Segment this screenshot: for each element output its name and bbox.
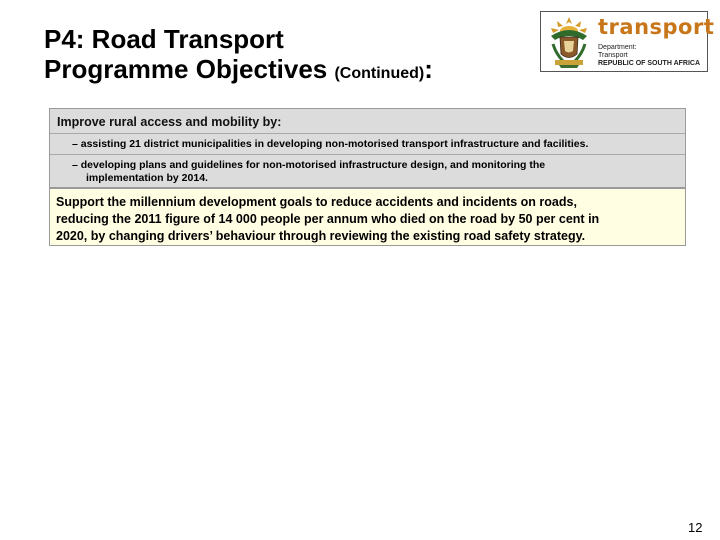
title-line-1: P4: Road Transport [44,24,284,54]
divider [50,133,685,134]
bullet-line: – developing plans and guidelines for non-motorised infrastructure design, and monitoring the [72,159,546,171]
logo-wordmark: transport [598,15,715,39]
goal-line: reducing the 2011 figure of 14 000 people per annum who died on the road by 50 per cent in [56,212,600,226]
department-logo [540,11,715,72]
goal-line: 2020, by changing drivers’ behaviour through reviewing the existing road safety strategy. [56,229,586,243]
logo-ministry: Transport [598,52,628,59]
logo-department: Department: [598,44,637,51]
title-line-2 [44,54,433,89]
title-colon: : [424,54,433,84]
bullet-line: implementation by 2014. [86,172,208,184]
title-continued: (Continued) [334,65,425,82]
goal-line: Support the millennium development goals to reduce accidents and incidents on roads, [56,195,577,209]
logo-country: REPUBLIC OF SOUTH AFRICA [598,60,701,67]
objective-heading: Improve rural access and mobility by: [57,115,282,129]
title-main: Programme Objectives [44,54,335,84]
page-number: 12 [688,520,703,535]
slide-title [44,24,433,89]
objective-bullet [72,159,652,185]
objective-bullet: – assisting 21 district municipalities in developing non-motorised transport infrastructure and facilities. [72,138,589,150]
road-safety-goal-box [49,188,686,246]
divider [50,154,685,155]
rural-access-box [49,108,686,188]
coat-of-arms-icon [543,14,595,70]
